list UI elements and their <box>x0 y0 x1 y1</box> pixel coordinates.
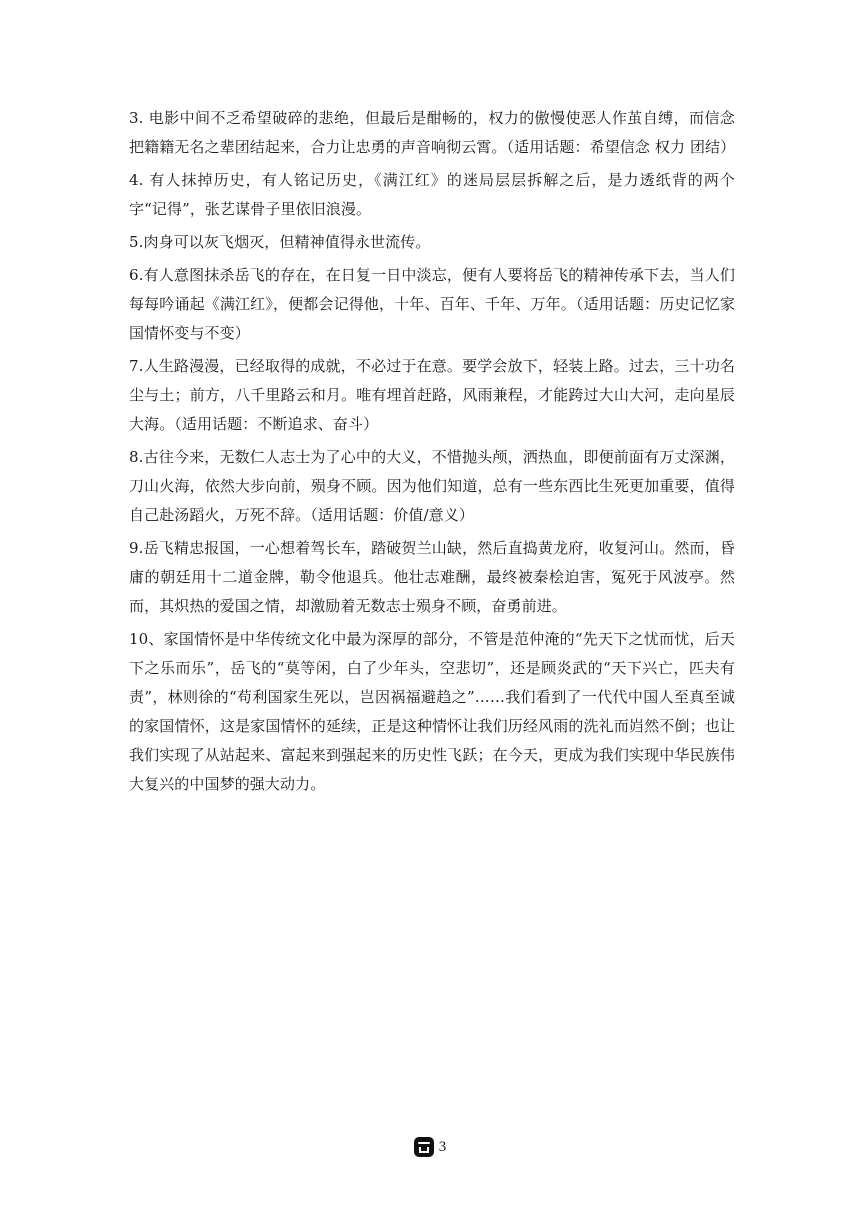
paragraph-8: 8.古往今来，无数仁人志士为了心中的大义，不惜抛头颅，洒热血，即便前面有万丈深渊，刀山火海，依然大步向前，殒身不顾。因为他们知道，总有一些东西比生死更加重要，值得自己赴汤蹈火，万死不辞。（适用话题：价值/意义） <box>129 448 735 524</box>
page-footer <box>0 1135 860 1159</box>
page-number: 3 <box>438 1138 447 1155</box>
paragraph-6: 6.有人意图抹杀岳飞的存在，在日复一日中淡忘，便有人要将岳飞的精神传承下去，当人们每每吟诵起《满江红》，便都会记得他，十年、百年、千年、万年。（适用话题：历史记忆家国情怀变与不变） <box>129 266 735 342</box>
paragraph-10: 10、家国情怀是中华传统文化中最为深厚的部分，不管是范仲淹的“先天下之忧而忧，后天下之乐而乐”，岳飞的“莫等闲，白了少年头，空悲切”，还是顾炎武的“天下兴亡，匹夫有责”，林则徐的“苟利国家生死以，岂因祸福避趋之”……我们看到了一代代中国人至真至诚的家国情怀，这是家国情怀的延续，正是这种情怀让我们历经风雨的洗礼而岿然不倒；也让我们实现了从站起来、富起来到强起来的历史性飞跃；在今天，更成为我们实现中华民族伟大复兴的中国梦的强大动力。 <box>129 630 735 793</box>
document-body <box>129 104 735 803</box>
paragraph-9: 9.岳飞精忠报国，一心想着驾长车，踏破贺兰山缺，然后直捣黄龙府，收复河山。然而，昏庸的朝廷用十二道金牌，勒令他退兵。他壮志难酬，最终被秦桧迫害，冤死于风波亭。然而，其炽热的爱国之情，却激励着无数志士殒身不顾，奋勇前进。 <box>129 539 735 615</box>
paragraph-5: 5.肉身可以灰飞烟灭，但精神值得永世流传。 <box>129 233 431 251</box>
paragraph-7: 7.人生路漫漫，已经取得的成就，不必过于在意。要学会放下，轻装上路。过去，三十功名尘与土；前方，八千里路云和月。唯有埋首赶路，风雨兼程，才能跨过大山大河，走向星辰大海。（适用话题：不断追求、奋斗） <box>129 357 735 433</box>
paragraph-3: 3. 电影中间不乏希望破碎的悲绝，但最后是酣畅的，权力的傲慢使恶人作茧自缚，而信念把籍籍无名之辈团结起来，合力让忠勇的声音响彻云霄。（适用话题：希望信念 权力 团结） <box>129 109 736 156</box>
publisher-logo-icon <box>414 1137 434 1157</box>
paragraph-4: 4. 有人抹掉历史，有人铭记历史，《满江红》的迷局层层拆解之后，是力透纸背的两个字“记得”，张艺谋骨子里依旧浪漫。 <box>129 171 735 218</box>
